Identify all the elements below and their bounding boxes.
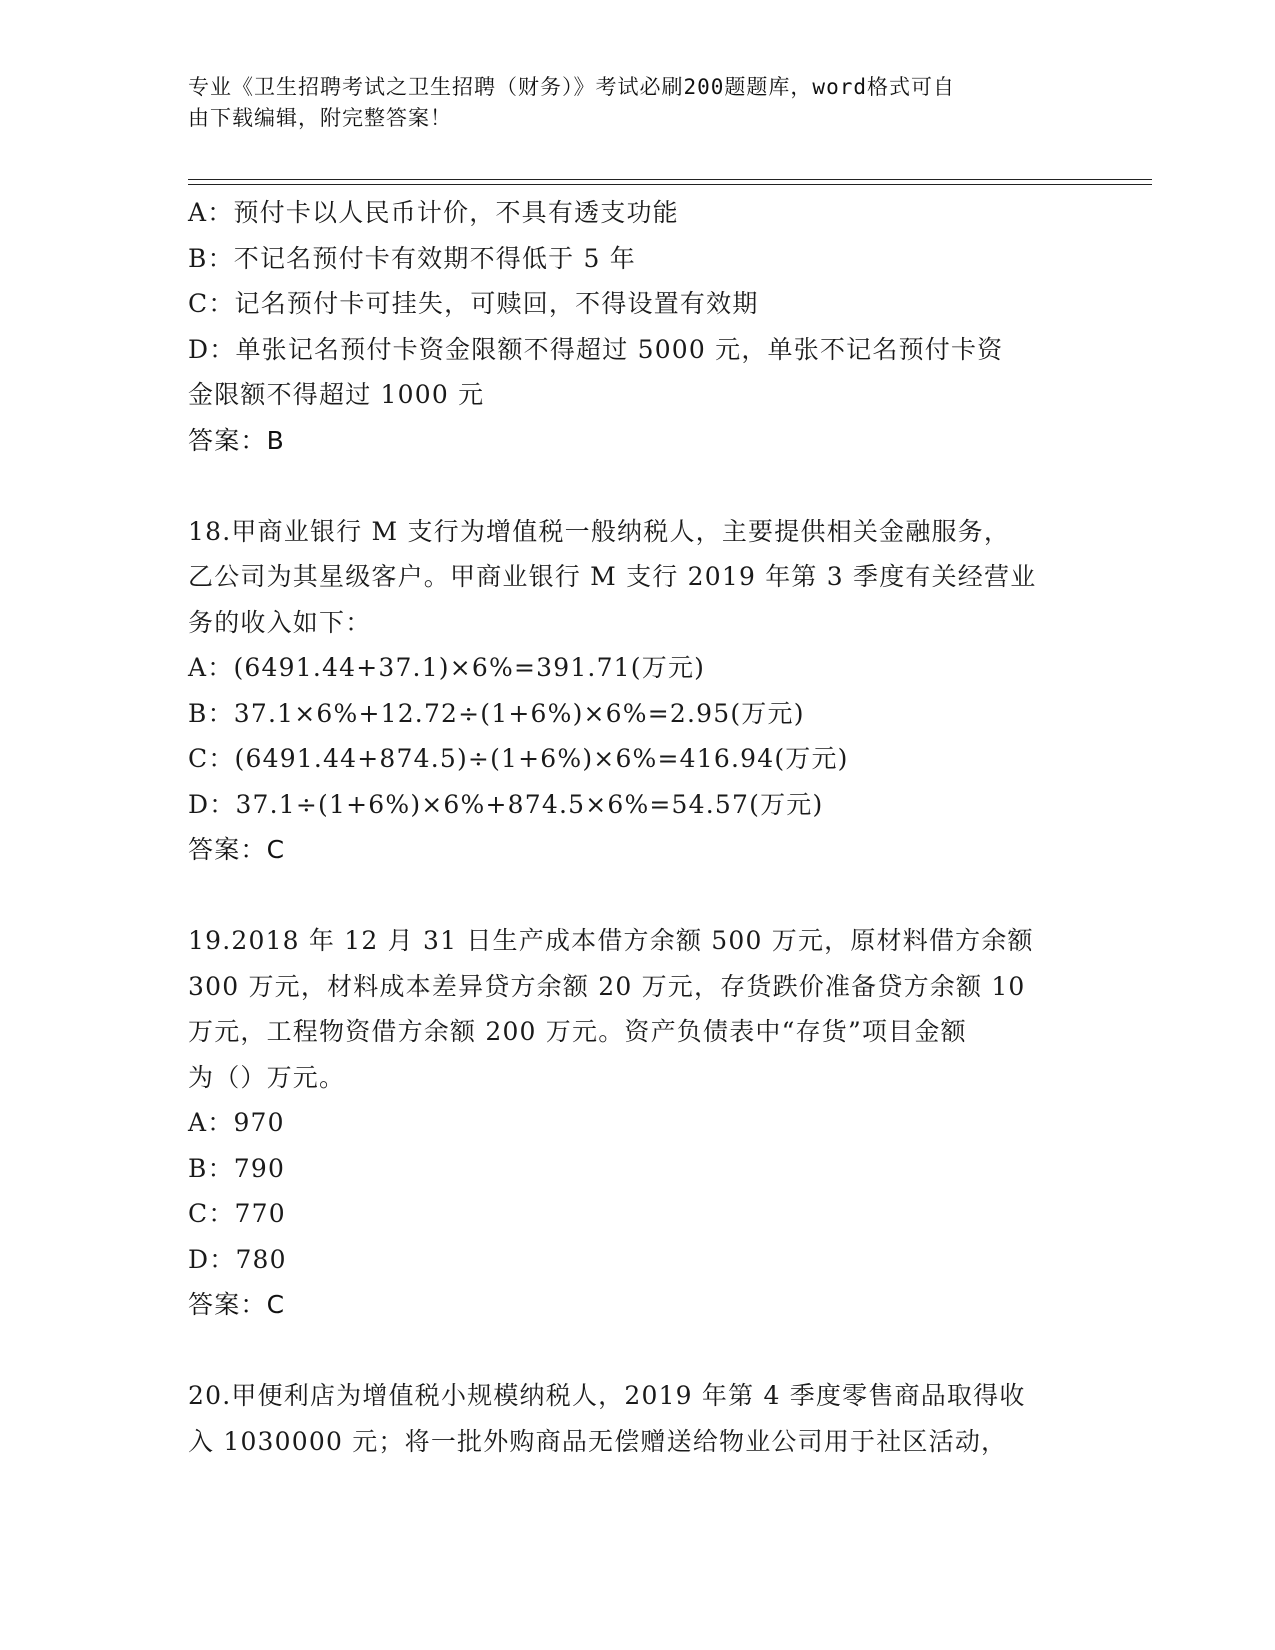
question-stem: 18.甲商业银行 M 支行为增值税一般纳税人，主要提供相关金融服务，	[188, 516, 1011, 546]
header-divider	[188, 179, 1152, 180]
option-c: C：(6491.44+874.5)÷(1+6%)×6%=416.94(万元)	[188, 744, 849, 773]
option-d: D：单张记名预付卡资金限额不得超过 5000 元，单张不记名预付卡资	[188, 334, 1004, 364]
option-b: B：37.1×6%+12.72÷(1+6%)×6%=2.95(万元)	[188, 698, 805, 728]
option-d: D：37.1÷(1+6%)×6%+874.5×6%=54.57(万元)	[188, 789, 824, 819]
header-title-line-1: 专业《卫生招聘考试之卫生招聘（财务）》考试必刷200题题库，word格式可自	[188, 75, 955, 99]
option-a: A：预付卡以人民币计价，不具有透支功能	[188, 198, 679, 227]
question-stem: 乙公司为其星级客户。甲商业银行 M 支行 2019 年第 3 季度有关经营业	[188, 562, 1037, 591]
document-body	[188, 190, 1088, 1464]
question-18	[188, 509, 1088, 873]
question-stem: 300 万元，材料成本差异贷方余额 20 万元，存货跌价准备贷方余额 10	[188, 971, 1026, 1001]
option-b: B：790	[188, 1153, 286, 1183]
question-stem: 万元，工程物资借方余额 200 万元。资产负债表中“存货”项目金额	[188, 1017, 967, 1046]
option-a: A：(6491.44+37.1)×6%=391.71(万元)	[188, 653, 706, 682]
question-17-options	[188, 190, 1088, 463]
question-20	[188, 1373, 1088, 1464]
question-stem: 为（）万元。	[188, 1062, 346, 1092]
option-d: D：780	[188, 1244, 287, 1274]
question-gap	[188, 1328, 1088, 1374]
document-header	[188, 72, 1088, 134]
question-gap	[188, 463, 1088, 509]
question-stem: 20.甲便利店为增值税小规模纳税人，2019 年第 4 季度零售商品取得收	[188, 1381, 1026, 1410]
question-19	[188, 918, 1088, 1328]
answer: 答案：C	[188, 1290, 286, 1319]
question-stem: 务的收入如下：	[188, 607, 372, 637]
question-stem: 19.2018 年 12 月 31 日生产成本借方余额 500 万元，原材料借方余额	[188, 926, 1034, 955]
header-divider	[188, 184, 1152, 185]
option-a: A：970	[188, 1108, 285, 1137]
answer: 答案：B	[188, 425, 285, 455]
option-c: C：记名预付卡可挂失，可赎回，不得设置有效期	[188, 289, 759, 318]
question-stem: 入 1030000 元；将一批外购商品无偿赠送给物业公司用于社区活动，	[188, 1426, 1008, 1456]
option-d-continued: 金限额不得超过 1000 元	[188, 380, 485, 409]
option-b: B：不记名预付卡有效期不得低于 5 年	[188, 243, 636, 273]
option-c: C：770	[188, 1199, 286, 1228]
answer: 答案：C	[188, 835, 286, 864]
header-title-line-2: 由下载编辑，附完整答案！	[188, 106, 452, 130]
question-gap	[188, 873, 1088, 919]
